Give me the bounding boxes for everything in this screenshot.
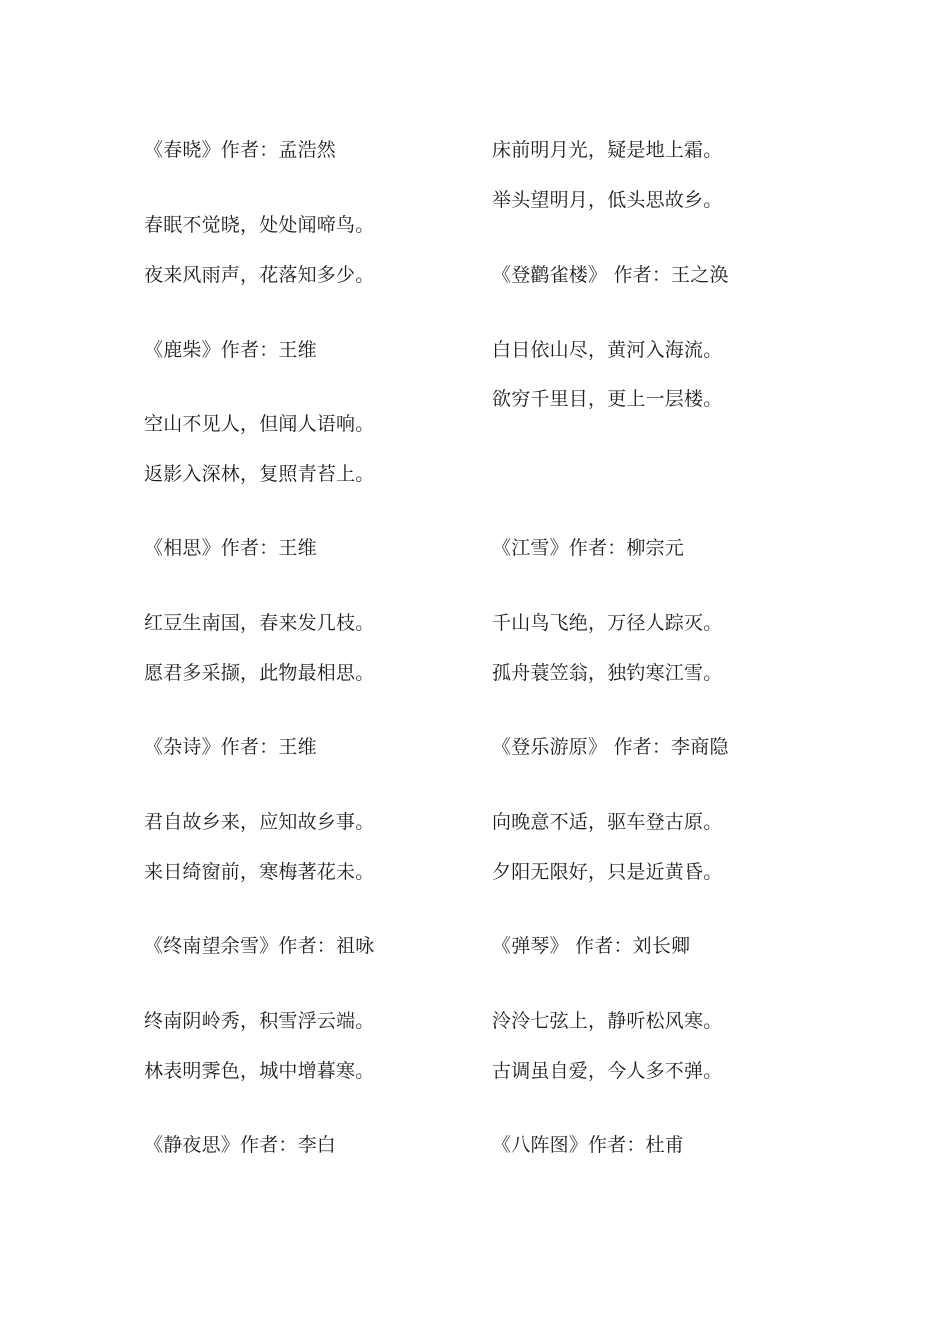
poem-line: 空山不见人，但闻人语响。 bbox=[144, 413, 375, 435]
poem-line: 白日依山尽，黄河入海流。 bbox=[492, 339, 723, 361]
poem-title-zhongnan: 《终南望余雪》作者：祖咏 bbox=[144, 935, 375, 957]
poem-title-dengguanquelou: 《登鹳雀楼》 作者：王之涣 bbox=[492, 264, 729, 286]
right-column bbox=[492, 0, 852, 1344]
poem-title-chunxiao: 《春晓》作者：孟浩然 bbox=[144, 139, 337, 161]
poem-line: 泠泠七弦上，静听松风寒。 bbox=[492, 1010, 723, 1032]
poem-title-dengleyouyuan: 《登乐游原》 作者：李商隐 bbox=[492, 736, 729, 758]
poem-title-luzhai: 《鹿柴》作者：王维 bbox=[144, 339, 317, 361]
poem-line: 夕阳无限好，只是近黄昏。 bbox=[492, 861, 723, 883]
poem-title-xiangsi: 《相思》作者：王维 bbox=[144, 537, 317, 559]
poem-line: 返影入深林，复照青苔上。 bbox=[144, 463, 375, 485]
poem-line: 林表明霁色，城中增暮寒。 bbox=[144, 1060, 375, 1082]
poem-line: 愿君多采撷，此物最相思。 bbox=[144, 662, 375, 684]
poem-line: 夜来风雨声，花落知多少。 bbox=[144, 264, 375, 286]
poem-line: 来日绮窗前，寒梅著花未。 bbox=[144, 861, 375, 883]
poem-line: 千山鸟飞绝，万径人踪灭。 bbox=[492, 612, 723, 634]
poem-line: 君自故乡来，应知故乡事。 bbox=[144, 811, 375, 833]
poem-title-tanqin: 《弹琴》 作者：刘长卿 bbox=[492, 935, 691, 957]
poem-line: 孤舟蓑笠翁，独钓寒江雪。 bbox=[492, 662, 723, 684]
poem-line: 欲穷千里目，更上一层楼。 bbox=[492, 388, 723, 410]
poem-title-jingyesi: 《静夜思》作者：李白 bbox=[144, 1134, 337, 1156]
poem-line: 春眠不觉晓，处处闻啼鸟。 bbox=[144, 214, 375, 236]
poem-line: 向晚意不适，驱车登古原。 bbox=[492, 811, 723, 833]
poem-line: 举头望明月，低头思故乡。 bbox=[492, 189, 723, 211]
poem-line: 红豆生南国，春来发几枝。 bbox=[144, 612, 375, 634]
poem-title-zashi: 《杂诗》作者：王维 bbox=[144, 736, 317, 758]
poem-line: 床前明月光，疑是地上霜。 bbox=[492, 139, 723, 161]
left-column bbox=[144, 0, 504, 1344]
poem-title-jiangxue: 《江雪》作者：柳宗元 bbox=[492, 537, 685, 559]
poem-line: 终南阴岭秀，积雪浮云端。 bbox=[144, 1010, 375, 1032]
poem-line: 古调虽自爱，今人多不弹。 bbox=[492, 1060, 723, 1082]
poem-title-bazhentu: 《八阵图》作者：杜甫 bbox=[492, 1134, 685, 1156]
